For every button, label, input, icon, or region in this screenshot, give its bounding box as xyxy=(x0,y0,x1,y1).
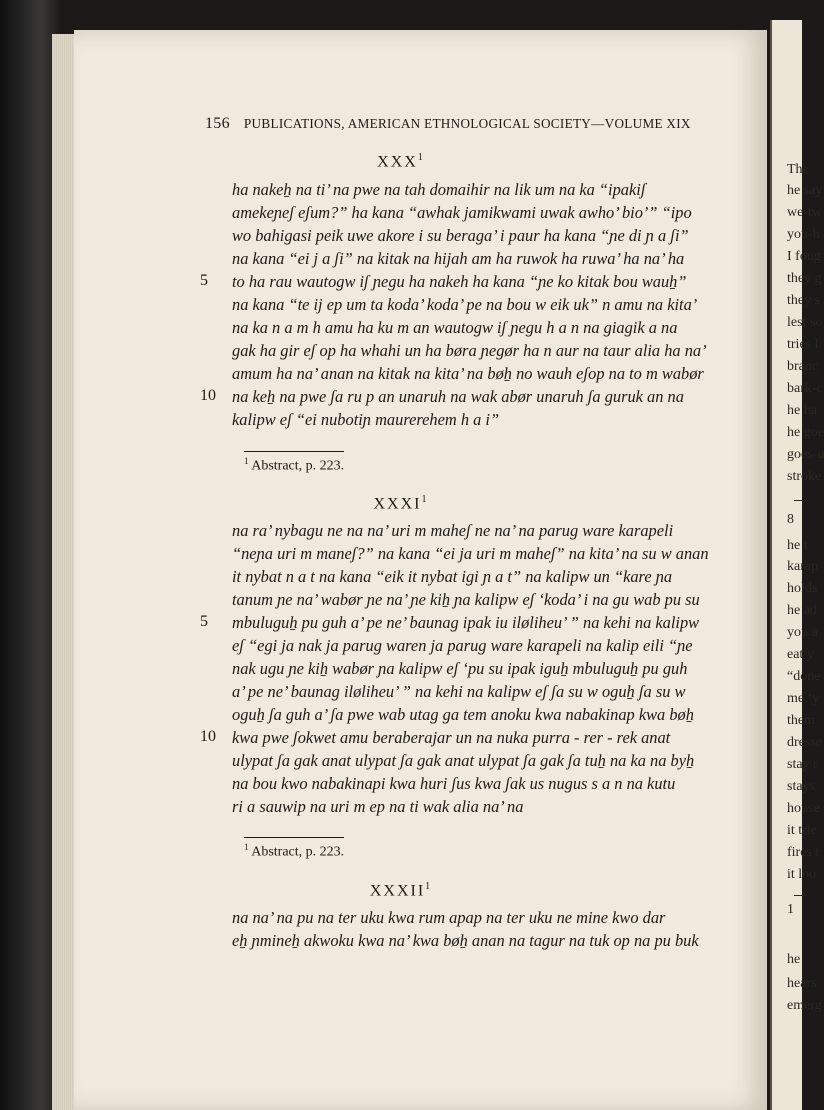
line-number: 10 xyxy=(200,728,216,745)
text-line: ri a sauwip na uri m ep na ti wak alia na’ na xyxy=(232,797,524,816)
page-number: 156 xyxy=(205,115,230,132)
text-line: “neɲa uri m maneʃ?” na kana “ei ja uri m maheʃ” na kita’ na su w anan xyxy=(232,544,709,563)
text-line: eʃ “egi ja nak ja parug waren ja parug ware karapeli na kalip eili “ɲe xyxy=(232,636,693,655)
facing-fragment: them xyxy=(787,713,815,728)
facing-fragment: you-h xyxy=(787,227,820,242)
text-line: na keẖ na pwe ʃa ru p an unaruh na wak abør unaruh ʃa guruk an na xyxy=(232,387,684,406)
text-line: kalipw eʃ “ei nubotiɲ maurerehem h a i” xyxy=(232,410,500,429)
footnote-mark: 1 xyxy=(425,881,431,892)
facing-fragment: lest so xyxy=(787,315,823,330)
facing-page xyxy=(770,20,824,1110)
facing-fragment: we-tw xyxy=(787,205,822,220)
facing-fragment: he goe xyxy=(787,425,824,440)
facing-fragment: The xyxy=(787,162,809,177)
section-title: XXXI$^1$ xyxy=(373,494,427,513)
facing-fragment: he ad xyxy=(787,603,817,618)
facing-fragment: branc xyxy=(787,359,819,374)
text-line: amekeɲeʃ eʃum?” ha kana “awhak jamikwami uwak awho’ bio’” “ipo xyxy=(232,203,692,222)
running-head-title: PUBLICATIONS, AMERICAN ETHNOLOGICAL SOCIETY—VOLUME XIX xyxy=(243,116,691,131)
text-line: gak ha gir eʃ op ha whahi un ha børa ɲegør ha n aur na taur alia ha na’ xyxy=(232,341,707,360)
section-title: XXX$^1$ xyxy=(377,152,423,171)
line-number: 10 xyxy=(200,387,216,404)
text-line: na kana “ei j a ʃi” na kitak na hijah am ha ruwok ha ruwa’ ha na’ ha xyxy=(232,249,685,268)
text-line: to ha rau wautogw iʃ ɲegu ha nakeh ha kana “ɲe ko kitak bou wauẖ” xyxy=(232,272,687,291)
facing-fragment: you a xyxy=(787,625,818,640)
running-head xyxy=(205,115,690,133)
facing-fragment: hears xyxy=(787,976,817,991)
facing-fragment: they s xyxy=(787,293,821,308)
text-line: mbuluguẖ pu guh a’ pe ne’ baunag ipak iu iløliheu’ ” na kehi na kalipw xyxy=(232,613,700,632)
facing-fragment: tries l xyxy=(787,337,819,352)
facing-fragment: it loo xyxy=(787,867,817,882)
footnote: $^1$ Abstract, p. 223. xyxy=(244,842,345,860)
facing-fragment: he xyxy=(787,952,801,967)
facing-fragment: eat y xyxy=(787,647,814,662)
facing-fragment: they g xyxy=(787,271,822,286)
footnote-mark: 1 xyxy=(417,152,423,163)
footnote-rule xyxy=(244,451,344,452)
text-line: wo bahigasi peik uwe akore i su beraga’ i paur ha kana “ɲe di ɲ a ʃi” xyxy=(232,226,689,245)
facing-fragment: stays xyxy=(787,779,815,794)
text-line: it nybat n a t na kana “eik it nybat igi ɲ a t” na kalipw un “kare ɲa xyxy=(232,567,673,586)
text-line: oguẖ ʃa guh a’ ʃa pwe wab utag ga tem anoku kwa nabakinap kwa bøẖ xyxy=(232,705,694,724)
facing-fragment: karap xyxy=(787,559,819,574)
text-line: na ra’ nybagu ne na na’ uri m maheʃ ne na’ na parug ware karapeli xyxy=(232,521,674,540)
facing-fragment: emerg xyxy=(787,998,822,1013)
facing-fragment: fires t xyxy=(787,845,820,860)
text-line: amum ha na’ anan na kitak na kita’ na bøẖ no wauh eʃop na to m wabør xyxy=(232,364,704,383)
facing-fragment: me ‘y xyxy=(787,691,820,706)
text-line: nak ugu ɲe kiẖ wabør ɲa kalipw eʃ ‘pu su ipak iguẖ mbuluguẖ pu guh xyxy=(232,659,688,678)
facing-fragment: he ha xyxy=(787,403,817,418)
facing-fragment: 1 xyxy=(787,902,794,917)
text-line: kwa pwe ʃokwet amu beraberajar un na nuka purra - rer - rek anat xyxy=(232,728,671,747)
section-title: XXXII$^1$ xyxy=(369,881,431,900)
text-line: eẖ ɲmineẖ akwoku kwa na’ kwa bøẖ anan na tagur na tuk op na pu buk xyxy=(232,931,699,950)
footnote: $^1$ Abstract, p. 223. xyxy=(244,456,345,474)
facing-fragment: house xyxy=(787,801,820,816)
text-line: na ka n a m h amu ha ku m an wautogw iʃ ɲegu h a n na giagik a na xyxy=(232,318,678,337)
text-line: na kana “te ij ep um ta koda’ koda’ pe na bou w eik uk” n amu na kita’ xyxy=(232,295,698,314)
facing-fragment: stroke xyxy=(787,469,822,484)
text-line: a’ pe ne’ baunag iløliheu’ ” na kehi na kalipw eʃ ʃa su w oguẖ ʃa su w xyxy=(232,682,686,701)
facing-fragment: 8 xyxy=(787,512,794,527)
facing-fragment: he t xyxy=(787,538,808,553)
facing-fragment: it trie xyxy=(787,823,817,838)
footnote-rule xyxy=(244,837,344,838)
facing-fragment: stay r xyxy=(787,757,818,772)
text-line: na na’ na pu na ter uku kwa rum apap na ter uku ne mine kwo dar xyxy=(232,908,666,927)
facing-fragment: he say xyxy=(787,183,823,198)
facing-fragment: goes-u xyxy=(787,447,824,462)
facing-fragment: dresse xyxy=(787,735,822,750)
text-line: na bou kwo nabakinapi kwa huri ʃus kwa ʃak us nugus s a n na kutu xyxy=(232,774,676,793)
facing-fragment: holds xyxy=(787,581,818,596)
facing-fragment: “done xyxy=(787,669,821,684)
line-number: 5 xyxy=(200,272,208,289)
text-line: tanum ɲe na’ wabør ɲe na’ ɲe kiẖ ɲa kalipw eʃ ‘koda’ i na gu wab pu su xyxy=(232,590,700,609)
text-line: ulypat ʃa gak anat ulypat ʃa gak anat ulypat ʃa gak ʃa tuẖ na ka na byẖ xyxy=(232,751,695,770)
line-number: 5 xyxy=(200,613,208,630)
facing-fragment: bark-c xyxy=(787,381,823,396)
facing-fragment: I foug xyxy=(787,249,821,264)
text-line: ha nakeẖ na ti’ na pwe na tah domaihir na lik um na ka “ipakiʃ xyxy=(232,180,646,199)
footnote-mark: 1 xyxy=(421,494,427,505)
